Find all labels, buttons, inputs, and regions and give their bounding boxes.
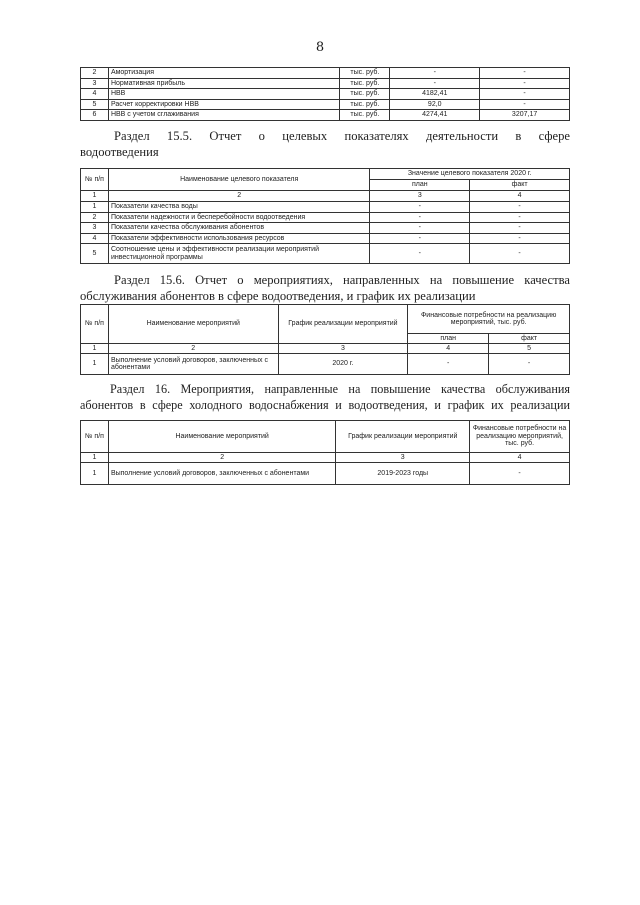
- header-schedule: График реализации мероприятий: [278, 305, 408, 344]
- table-row: [81, 233, 570, 244]
- row-number-cell: 6: [81, 110, 109, 121]
- indicator-name-cell: НВВ: [108, 89, 339, 100]
- fact-value-cell: -: [480, 78, 570, 89]
- plan-value-cell: 92,0: [390, 99, 480, 110]
- table-row: [81, 68, 570, 79]
- indicator-name-cell: НВВ с учетом сглаживания: [108, 110, 339, 121]
- plan-value-cell: -: [370, 223, 470, 234]
- heading-line: водоотведения: [80, 145, 159, 159]
- table-row: [81, 110, 570, 121]
- table-row: [81, 223, 570, 234]
- row-number-cell: 2: [81, 212, 109, 223]
- table-row: [81, 202, 570, 213]
- index-cell: 4: [470, 453, 570, 463]
- indicator-name-cell: Показатели качества воды: [108, 202, 369, 213]
- fact-value-cell: 3207,17: [480, 110, 570, 121]
- fact-value-cell: -: [470, 244, 570, 264]
- plan-value-cell: -: [370, 233, 470, 244]
- indicator-name-cell: Нормативная прибыль: [108, 78, 339, 89]
- heading-line: Раздел 16. Мероприятия, направленные на повышение качества обслуживания: [110, 382, 570, 396]
- indicator-name-cell: Показатели качества обслуживания абонентов: [108, 223, 369, 234]
- measure-name-cell: Выполнение условий договоров, заключенных с абонентами: [108, 354, 278, 375]
- header-name: Наименование мероприятий: [108, 421, 335, 453]
- heading-line: абонентов в сфере холодного водоснабжения и водоотведения, и график их реализации: [80, 398, 570, 412]
- row-number-cell: 1: [81, 202, 109, 213]
- header-plan: план: [408, 334, 489, 344]
- fact-value-cell: -: [470, 233, 570, 244]
- index-cell: 1: [81, 344, 109, 354]
- header-num: № п/п: [81, 169, 109, 191]
- schedule-cell: 2019-2023 годы: [336, 463, 470, 485]
- plan-value-cell: -: [370, 212, 470, 223]
- table-row: [81, 244, 570, 264]
- header-value: Значение целевого показателя 2020 г.: [370, 169, 570, 180]
- table-service-measures-15-6: [80, 304, 570, 375]
- index-cell: 2: [108, 191, 369, 202]
- header-schedule: График реализации мероприятий: [336, 421, 470, 453]
- table-row: [81, 89, 570, 100]
- table-tariff-indicators: [80, 67, 570, 121]
- schedule-cell: 2020 г.: [278, 354, 408, 375]
- row-number-cell: 2: [81, 68, 109, 79]
- row-number-cell: 1: [81, 463, 109, 485]
- indicator-name-cell: Амортизация: [108, 68, 339, 79]
- fact-value-cell: -: [470, 202, 570, 213]
- unit-cell: тыс. руб.: [340, 78, 390, 89]
- row-number-cell: 4: [81, 89, 109, 100]
- table-service-measures-16: [80, 420, 570, 485]
- fact-value-cell: -: [480, 68, 570, 79]
- header-fact: факт: [489, 334, 570, 344]
- heading-line: Раздел 15.5. Отчет о целевых показателях деятельности в сфере: [114, 129, 570, 143]
- header-num: № п/п: [81, 305, 109, 344]
- unit-cell: тыс. руб.: [340, 68, 390, 79]
- plan-value-cell: -: [408, 354, 489, 375]
- row-number-cell: 5: [81, 244, 109, 264]
- plan-value-cell: 4182,41: [390, 89, 480, 100]
- indicator-name-cell: Соотношение цены и эффективности реализации мероприятий инвестиционной программы: [108, 244, 369, 264]
- unit-cell: тыс. руб.: [340, 89, 390, 100]
- header-name: Наименование целевого показателя: [108, 169, 369, 191]
- index-cell: 2: [108, 344, 278, 354]
- header-fact: факт: [470, 180, 570, 191]
- header-finance: Финансовые потребности на реализацию мероприятий, тыс. руб.: [470, 421, 570, 453]
- index-cell: 1: [81, 453, 109, 463]
- index-cell: 3: [370, 191, 470, 202]
- header-plan: план: [370, 180, 470, 191]
- heading-line: обслуживания абонентов в сфере водоотведения, и график их реализации: [80, 289, 476, 303]
- indicator-name-cell: Расчет корректировки НВВ: [108, 99, 339, 110]
- index-cell: 1: [81, 191, 109, 202]
- table-row: [81, 463, 570, 485]
- index-cell: 3: [336, 453, 470, 463]
- row-number-cell: 4: [81, 233, 109, 244]
- row-number-cell: 5: [81, 99, 109, 110]
- section-15-5-heading: [80, 128, 570, 160]
- plan-value-cell: -: [370, 244, 470, 264]
- unit-cell: тыс. руб.: [340, 110, 390, 121]
- table-row: [81, 212, 570, 223]
- fact-value-cell: -: [489, 354, 570, 375]
- plan-value-cell: 4274,41: [390, 110, 480, 121]
- header-name: Наименование мероприятий: [108, 305, 278, 344]
- index-cell: 4: [408, 344, 489, 354]
- index-cell: 5: [489, 344, 570, 354]
- fact-value-cell: -: [480, 99, 570, 110]
- indicator-name-cell: Показатели эффективности использования ресурсов: [108, 233, 369, 244]
- table-row: [81, 78, 570, 89]
- plan-value-cell: -: [390, 78, 480, 89]
- heading-line: Раздел 15.6. Отчет о мероприятиях, направленных на повышение качества: [114, 273, 570, 287]
- header-finance: Финансовые потребности на реализацию мероприятий, тыс. руб.: [408, 305, 570, 334]
- row-number-cell: 1: [81, 354, 109, 375]
- plan-value-cell: -: [370, 202, 470, 213]
- table-row: [81, 99, 570, 110]
- table-target-indicators: [80, 168, 570, 264]
- measure-name-cell: Выполнение условий договоров, заключенных с абонентами: [108, 463, 335, 485]
- row-number-cell: 3: [81, 223, 109, 234]
- indicator-name-cell: Показатели надежности и бесперебойности водоотведения: [108, 212, 369, 223]
- fact-value-cell: -: [470, 223, 570, 234]
- section-16-heading: [80, 381, 570, 413]
- row-number-cell: 3: [81, 78, 109, 89]
- unit-cell: тыс. руб.: [340, 99, 390, 110]
- table-row: [81, 354, 570, 375]
- index-cell: 4: [470, 191, 570, 202]
- index-cell: 2: [108, 453, 335, 463]
- section-15-6-heading: [80, 272, 570, 304]
- fact-value-cell: -: [480, 89, 570, 100]
- fact-value-cell: -: [470, 212, 570, 223]
- header-num: № п/п: [81, 421, 109, 453]
- page-number: 8: [315, 40, 325, 55]
- finance-value-cell: -: [470, 463, 570, 485]
- plan-value-cell: -: [390, 68, 480, 79]
- index-cell: 3: [278, 344, 408, 354]
